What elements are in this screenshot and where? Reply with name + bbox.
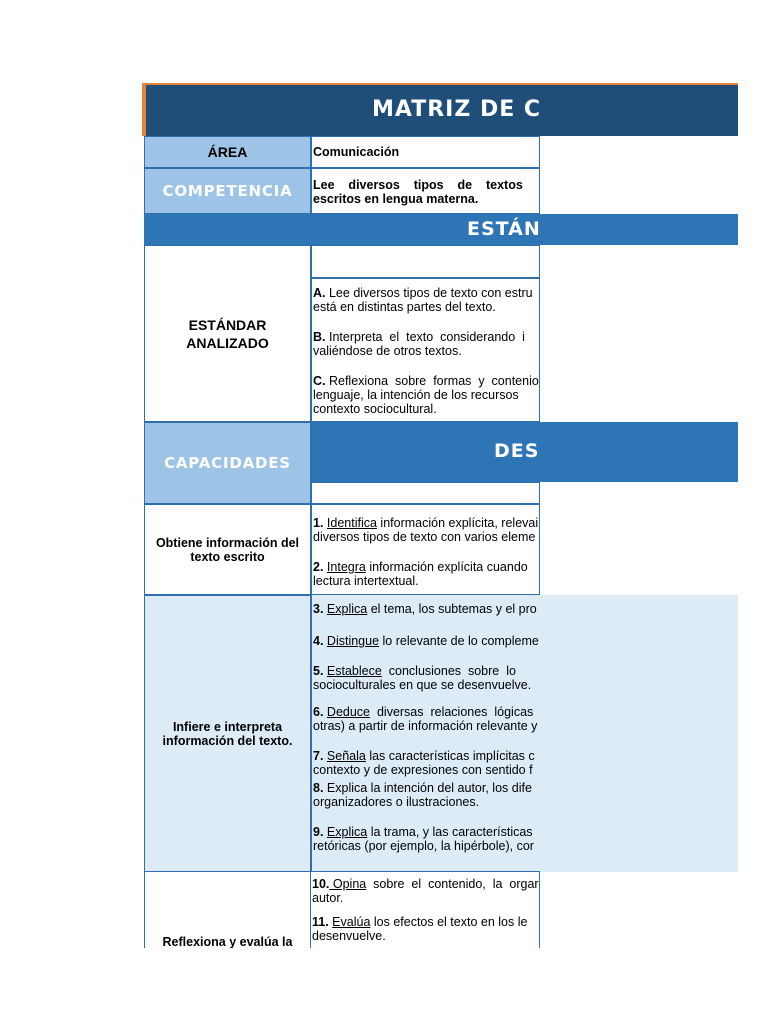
area-value: Comunicación bbox=[311, 136, 540, 168]
title-accent-border bbox=[142, 83, 144, 136]
desempenos-header-text: DES bbox=[494, 440, 540, 462]
estandar-items bbox=[311, 278, 540, 422]
desempenos-header-bar bbox=[311, 422, 738, 482]
capacidad-label-line-1: Obtiene información del bbox=[155, 535, 300, 550]
desempeno-number: 8. bbox=[313, 781, 324, 795]
desempeno-text: los efectos el texto en los le bbox=[370, 915, 528, 929]
desempeno-line-2: socioculturales en que se desenvuelve. bbox=[313, 678, 532, 692]
estandar-item-key: B. bbox=[313, 330, 326, 344]
desempeno-line-2: otras) a partir de información relevante y bbox=[313, 719, 538, 733]
estandar-header-bar bbox=[144, 214, 738, 245]
desempeno-line-2: autor. bbox=[312, 891, 344, 905]
desempenos-reflexiona bbox=[311, 872, 540, 948]
estandar-item-text: Lee diversos tipos de texto con estru bbox=[328, 286, 533, 300]
desempeno-text: diversas relaciones lógicas bbox=[370, 705, 534, 719]
capacidades-label: CAPACIDADES bbox=[144, 422, 311, 504]
desempenos-obtiene bbox=[311, 504, 540, 595]
desempeno-number: 1. bbox=[313, 516, 324, 530]
capacidad-infiere-label bbox=[144, 595, 311, 872]
capacidad-label-line-2: información del texto. bbox=[162, 733, 293, 748]
estandar-item-c-line-3: contexto sociocultural. bbox=[313, 402, 437, 416]
estandar-item-c bbox=[313, 374, 539, 388]
desempeno-line-2: diversos tipos de texto con varios eleme bbox=[313, 530, 536, 544]
desempeno-verb: Evalúa bbox=[332, 915, 371, 929]
desempeno-item bbox=[312, 877, 539, 891]
desempeno-verb: Identifica bbox=[326, 516, 377, 530]
estandar-label-line-1: ESTÁNDAR bbox=[188, 316, 267, 333]
desempeno-line-2: lectura intertextual. bbox=[313, 574, 419, 588]
competencia-value bbox=[311, 168, 540, 214]
desempeno-item bbox=[313, 749, 540, 763]
estandar-item-b-line-2: valiéndose de otros textos. bbox=[313, 344, 462, 358]
desempeno-text: conclusiones sobre lo bbox=[381, 664, 516, 678]
capacidad-label-line-2: texto escrito bbox=[190, 549, 265, 564]
desempeno-number: 2. bbox=[313, 560, 324, 574]
matrix-title: MATRIZ DE C bbox=[372, 97, 542, 122]
desempeno-verb: Opina bbox=[329, 877, 367, 891]
area-label: ÁREA bbox=[144, 136, 311, 168]
desempeno-verb: Explica bbox=[326, 825, 368, 839]
matrix-title-bar bbox=[144, 83, 738, 136]
desempeno-number: 9. bbox=[313, 825, 324, 839]
desempeno-item bbox=[313, 664, 540, 678]
desempeno-number: 6. bbox=[313, 705, 324, 719]
desempeno-number: 7. bbox=[313, 749, 324, 763]
estandar-item-a-line-2: está en distintas partes del texto. bbox=[313, 300, 496, 314]
desempeno-verb: Integra bbox=[326, 560, 366, 574]
estandar-label-line-2: ANALIZADO bbox=[186, 334, 269, 351]
estandar-item-b bbox=[313, 330, 539, 344]
desempeno-item bbox=[313, 705, 540, 719]
capacidad-reflexiona-label bbox=[144, 872, 311, 948]
desempeno-item bbox=[312, 915, 539, 929]
estandar-item-c-line-2: lenguaje, la intención de los recursos bbox=[313, 388, 519, 402]
desempeno-text: información explícita, relevai bbox=[376, 516, 539, 530]
desempeno-line-2: retóricas (por ejemplo, la hipérbole), cor bbox=[313, 839, 534, 853]
desempeno-item bbox=[313, 560, 539, 574]
desempeno-verb: Deduce bbox=[326, 705, 371, 719]
estandar-item-a bbox=[313, 286, 539, 300]
desempeno-item bbox=[313, 781, 540, 795]
competencia-line-1: Lee diversos tipos de textos bbox=[313, 178, 523, 192]
desempeno-text: información explícita cuando bbox=[365, 560, 528, 574]
estandar-item-text: Reflexiona sobre formas y contenio bbox=[328, 374, 539, 388]
desempeno-verb: Señala bbox=[326, 749, 366, 763]
desempeno-number: 11. bbox=[312, 915, 329, 929]
desempenos-empty-cell bbox=[311, 482, 540, 504]
desempeno-text: las características implícitas c bbox=[365, 749, 535, 763]
row-shade-extension bbox=[540, 595, 738, 872]
estandar-empty-cell bbox=[311, 245, 540, 278]
competencia-line-2: escritos en lengua materna. bbox=[313, 192, 479, 206]
desempeno-text: sobre el contenido, la orgar bbox=[366, 877, 539, 891]
desempeno-item bbox=[313, 825, 540, 839]
desempeno-number: 4. bbox=[313, 634, 324, 648]
desempeno-item bbox=[313, 516, 539, 530]
desempeno-line-2: organizadores o ilustraciones. bbox=[313, 795, 480, 809]
desempeno-number: 10. bbox=[312, 877, 330, 891]
competencia-label: COMPETENCIA bbox=[144, 168, 311, 214]
desempeno-text: la trama, y las características bbox=[367, 825, 533, 839]
estandar-item-key: A. bbox=[313, 286, 326, 300]
desempeno-verb: Explica bbox=[326, 602, 368, 616]
desempenos-infiere bbox=[311, 595, 540, 872]
desempeno-line-2: contexto y de expresiones con sentido f bbox=[313, 763, 533, 777]
desempeno-item bbox=[313, 634, 540, 648]
estandar-label bbox=[144, 245, 311, 422]
desempeno-number: 5. bbox=[313, 664, 324, 678]
capacidad-label-line-1: Infiere e interpreta bbox=[172, 719, 283, 734]
estandar-item-key: C. bbox=[313, 374, 326, 388]
desempeno-verb: Distingue bbox=[326, 634, 380, 648]
capacidad-label-line-1: Reflexiona y evalúa la bbox=[162, 935, 293, 948]
desempeno-verb: Establece bbox=[326, 664, 382, 678]
estandar-header-text: ESTÁN bbox=[467, 218, 541, 240]
estandar-item-text: Interpreta el texto considerando i bbox=[328, 330, 525, 344]
desempeno-text: el tema, los subtemas y el pro bbox=[367, 602, 537, 616]
desempeno-text: Explica la intención del autor, los dife bbox=[323, 781, 532, 795]
capacidad-obtiene-label bbox=[144, 504, 311, 595]
desempeno-item bbox=[313, 602, 540, 616]
desempeno-line-2: desenvuelve. bbox=[312, 929, 386, 943]
desempeno-number: 3. bbox=[313, 602, 324, 616]
desempeno-text: lo relevante de lo compleme bbox=[379, 634, 539, 648]
